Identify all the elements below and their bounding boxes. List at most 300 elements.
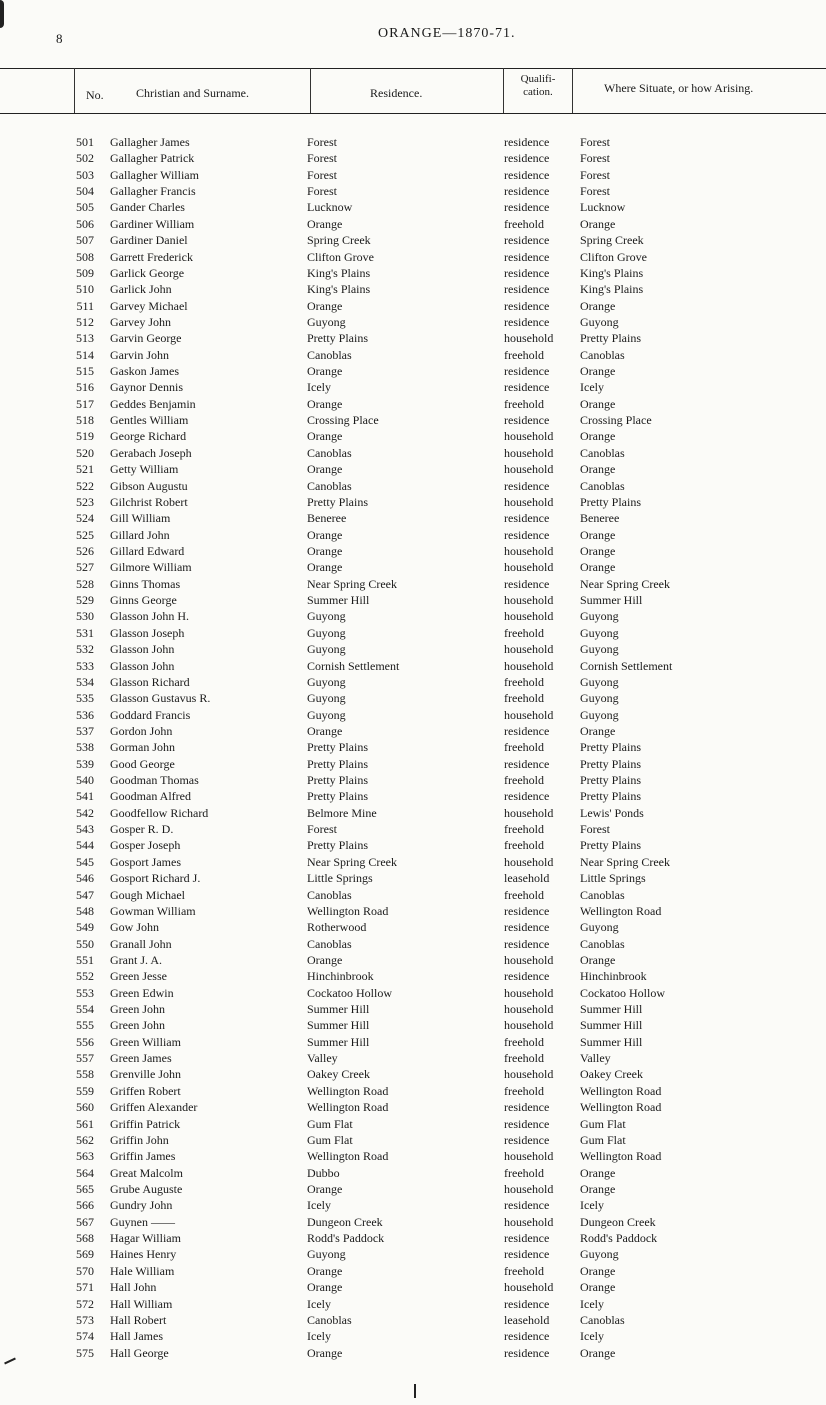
entry-name: Grenville John: [110, 1067, 181, 1082]
table-row: [0, 478, 826, 494]
entry-name: Gaynor Dennis: [110, 380, 183, 395]
entry-name: Hale William: [110, 1263, 175, 1278]
entry-qualification: freehold: [504, 740, 544, 755]
entry-where-situate: Guyong: [580, 691, 619, 706]
entry-residence: Pretty Plains: [307, 331, 369, 346]
entry-number: 575: [76, 1345, 94, 1360]
entry-residence: Forest: [307, 822, 337, 837]
entry-where-situate: Guyong: [580, 674, 619, 689]
entry-qualification: residence: [504, 511, 550, 526]
table-row: [0, 199, 826, 215]
entry-name: Gentles William: [110, 413, 189, 428]
column-divider: [572, 68, 573, 113]
entry-where-situate: Pretty Plains: [580, 740, 642, 755]
table-row: [0, 887, 826, 903]
table-row: [0, 1214, 826, 1230]
entry-residence: Gum Flat: [307, 1116, 353, 1131]
entry-where-situate: Guyong: [580, 707, 619, 722]
entry-residence: Spring Creek: [307, 233, 371, 248]
entry-qualification: residence: [504, 920, 550, 935]
entry-qualification: freehold: [504, 691, 544, 706]
table-row: [0, 330, 826, 346]
table-row: [0, 396, 826, 412]
entry-number: 571: [76, 1280, 94, 1295]
entry-where-situate: Lewis' Ponds: [580, 805, 644, 820]
table-row: [0, 608, 826, 624]
entry-qualification: residence: [504, 167, 550, 182]
entry-qualification: residence: [504, 1132, 550, 1147]
entry-qualification: household: [504, 985, 554, 1000]
entry-qualification: residence: [504, 314, 550, 329]
table-row: [0, 232, 826, 248]
entry-residence: Orange: [307, 527, 343, 542]
entry-name: Garrett Frederick: [110, 249, 193, 264]
table-row: [0, 854, 826, 870]
entry-residence: Guyong: [307, 1247, 346, 1262]
entry-residence: Summer Hill: [307, 1018, 370, 1033]
entry-where-situate: Orange: [580, 298, 616, 313]
page-title: ORANGE—1870-71.: [378, 26, 516, 41]
entry-qualification: household: [504, 331, 554, 346]
entry-qualification: residence: [504, 969, 550, 984]
entry-qualification: residence: [504, 249, 550, 264]
entry-number: 540: [76, 773, 94, 788]
table-row: [0, 527, 826, 543]
entry-where-situate: Forest: [580, 167, 610, 182]
entry-name: Gilmore William: [110, 560, 192, 575]
entry-name: Goodman Alfred: [110, 789, 191, 804]
entry-number: 508: [76, 249, 94, 264]
entry-name: Green James: [110, 1051, 172, 1066]
header-qualification-line2: cation.: [523, 86, 553, 98]
entry-number: 525: [76, 527, 94, 542]
entry-number: 563: [76, 1149, 94, 1164]
entry-where-situate: Pretty Plains: [580, 331, 642, 346]
entry-name: Gallagher Patrick: [110, 151, 195, 166]
entry-name: Gorman John: [110, 740, 175, 755]
header-no: No.: [86, 88, 104, 102]
entry-number: 549: [76, 920, 94, 935]
entry-residence: Hinchinbrook: [307, 969, 374, 984]
entry-number: 559: [76, 1083, 94, 1098]
entry-residence: Pretty Plains: [307, 838, 369, 853]
entry-qualification: freehold: [504, 396, 544, 411]
entry-number: 560: [76, 1100, 94, 1115]
table-row: [0, 1230, 826, 1246]
entry-name: Glasson Gustavus R.: [110, 691, 211, 706]
entry-residence: Canoblas: [307, 347, 352, 362]
entry-residence: Pretty Plains: [307, 789, 369, 804]
entry-qualification: freehold: [504, 674, 544, 689]
entry-qualification: residence: [504, 135, 550, 149]
entry-where-situate: King's Plains: [580, 265, 644, 280]
entry-name: Gosport James: [110, 854, 181, 869]
entry-residence: Orange: [307, 364, 343, 379]
entry-where-situate: Pretty Plains: [580, 756, 642, 771]
table-row: [0, 936, 826, 952]
entry-residence: Little Springs: [307, 871, 373, 886]
entry-qualification: residence: [504, 1198, 550, 1213]
entry-number: 510: [76, 282, 94, 297]
entry-qualification: freehold: [504, 1051, 544, 1066]
column-divider: [74, 68, 75, 113]
entry-name: Griffin Patrick: [110, 1116, 181, 1131]
entry-residence: Near Spring Creek: [307, 854, 397, 869]
entry-number: 568: [76, 1231, 94, 1246]
entry-name: Green John: [110, 1002, 165, 1017]
entry-where-situate: Crossing Place: [580, 413, 652, 428]
entry-where-situate: Pretty Plains: [580, 789, 642, 804]
table-row: [0, 805, 826, 821]
entry-residence: Oakey Creek: [307, 1067, 370, 1082]
table-row: [0, 1197, 826, 1213]
entry-number: 530: [76, 609, 94, 624]
entry-name: Gosper Joseph: [110, 838, 181, 853]
entry-number: 515: [76, 364, 94, 379]
entry-residence: Orange: [307, 560, 343, 575]
entry-where-situate: Beneree: [580, 511, 620, 526]
entry-where-situate: Cornish Settlement: [580, 658, 673, 673]
entry-qualification: household: [504, 642, 554, 657]
entry-residence: Cornish Settlement: [307, 658, 400, 673]
entry-number: 526: [76, 543, 94, 558]
entry-residence: Orange: [307, 1280, 343, 1295]
entry-residence: Canoblas: [307, 445, 352, 460]
entry-residence: Canoblas: [307, 478, 352, 493]
entry-qualification: residence: [504, 1100, 550, 1115]
table-row: [0, 1328, 826, 1344]
entry-name: Gordon John: [110, 723, 173, 738]
table-row: [0, 494, 826, 510]
entry-name: Gardiner William: [110, 216, 195, 231]
entry-residence: Rotherwood: [307, 920, 367, 935]
entry-number: 546: [76, 871, 94, 886]
entry-where-situate: Forest: [580, 822, 610, 837]
entry-residence: Forest: [307, 151, 337, 166]
table-row: [0, 658, 826, 674]
header-where: Where Situate, or how Arising.: [604, 81, 754, 95]
table-row: [0, 1279, 826, 1295]
table-row: [0, 216, 826, 232]
entry-where-situate: Guyong: [580, 609, 619, 624]
entry-qualification: household: [504, 1018, 554, 1033]
table-row: [0, 592, 826, 608]
entry-residence: Lucknow: [307, 200, 353, 215]
table-row: [0, 543, 826, 559]
entry-number: 522: [76, 478, 94, 493]
header-bottom-rule: [0, 113, 826, 114]
entry-number: 529: [76, 593, 94, 608]
entry-qualification: leasehold: [504, 1312, 550, 1327]
entry-where-situate: Guyong: [580, 625, 619, 640]
entry-qualification: household: [504, 805, 554, 820]
entry-name: Hall Robert: [110, 1312, 167, 1327]
entry-name: Griffen Robert: [110, 1083, 181, 1098]
entry-name: Griffin John: [110, 1132, 169, 1147]
entry-number: 514: [76, 347, 94, 362]
entry-qualification: household: [504, 609, 554, 624]
entry-residence: Rodd's Paddock: [307, 1231, 385, 1246]
entry-qualification: leasehold: [504, 871, 550, 886]
entry-qualification: residence: [504, 1116, 550, 1131]
entry-name: Hall William: [110, 1296, 173, 1311]
entry-residence: Icely: [307, 1329, 331, 1344]
table-row: [0, 1246, 826, 1262]
entry-name: Glasson Joseph: [110, 625, 185, 640]
entry-residence: Orange: [307, 298, 343, 313]
entry-where-situate: Summer Hill: [580, 593, 643, 608]
entry-number: 528: [76, 576, 94, 591]
table-row: [0, 298, 826, 314]
entry-name: Gibson Augustu: [110, 478, 188, 493]
column-divider: [310, 68, 311, 113]
entry-qualification: residence: [504, 1247, 550, 1262]
table-row: [0, 559, 826, 575]
entry-name: Glasson Richard: [110, 674, 190, 689]
entry-number: 501: [76, 135, 94, 149]
entry-name: Goddard Francis: [110, 707, 191, 722]
entry-where-situate: Near Spring Creek: [580, 576, 670, 591]
table-row: [0, 576, 826, 592]
entry-qualification: residence: [504, 789, 550, 804]
entry-qualification: residence: [504, 200, 550, 215]
header-residence: Residence.: [370, 86, 423, 100]
entry-name: Garvin George: [110, 331, 182, 346]
entry-number: 521: [76, 462, 94, 477]
entry-number: 553: [76, 985, 94, 1000]
entry-qualification: household: [504, 445, 554, 460]
entry-residence: Forest: [307, 184, 337, 199]
entry-residence: Orange: [307, 952, 343, 967]
entry-residence: Guyong: [307, 625, 346, 640]
table-row: [0, 870, 826, 886]
entry-qualification: freehold: [504, 838, 544, 853]
entry-where-situate: Orange: [580, 429, 616, 444]
entry-name: Green William: [110, 1034, 181, 1049]
entry-qualification: freehold: [504, 1263, 544, 1278]
entry-qualification: household: [504, 429, 554, 444]
register-table: [0, 134, 826, 1361]
entry-name: Getty William: [110, 462, 179, 477]
entry-residence: Guyong: [307, 609, 346, 624]
entry-number: 512: [76, 314, 94, 329]
entry-where-situate: Clifton Grove: [580, 249, 647, 264]
header-qualification-line1: Qualifi-: [520, 73, 556, 85]
entry-residence: Wellington Road: [307, 1100, 389, 1115]
entry-name: Gundry John: [110, 1198, 173, 1213]
entry-where-situate: Orange: [580, 216, 616, 231]
header-top-rule: [0, 68, 826, 69]
entry-where-situate: Icely: [580, 1329, 604, 1344]
entry-number: 518: [76, 413, 94, 428]
entry-where-situate: Guyong: [580, 1247, 619, 1262]
entry-residence: Pretty Plains: [307, 494, 369, 509]
entry-name: Gillard John: [110, 527, 170, 542]
entry-name: Gerabach Joseph: [110, 445, 192, 460]
table-row: [0, 1312, 826, 1328]
stray-mark: [414, 1384, 416, 1398]
table-row: [0, 1083, 826, 1099]
entry-qualification: household: [504, 854, 554, 869]
entry-qualification: residence: [504, 723, 550, 738]
entry-where-situate: Gum Flat: [580, 1132, 626, 1147]
entry-name: Hagar William: [110, 1231, 181, 1246]
entry-where-situate: Valley: [580, 1051, 611, 1066]
entry-number: 516: [76, 380, 94, 395]
entry-name: Grube Auguste: [110, 1182, 183, 1196]
entry-name: Glasson John: [110, 658, 175, 673]
entry-residence: Dubbo: [307, 1165, 340, 1180]
entry-name: Gosper R. D.: [110, 822, 174, 837]
page-number: 8: [56, 31, 63, 46]
entry-residence: Summer Hill: [307, 593, 370, 608]
entry-number: 573: [76, 1312, 94, 1327]
entry-number: 555: [76, 1018, 94, 1033]
entry-name: Hall George: [110, 1345, 169, 1360]
entry-where-situate: Canoblas: [580, 445, 625, 460]
table-row: [0, 265, 826, 281]
table-row: [0, 674, 826, 690]
entry-residence: Pretty Plains: [307, 756, 369, 771]
entry-where-situate: Forest: [580, 184, 610, 199]
table-row: [0, 919, 826, 935]
entry-residence: Icely: [307, 1296, 331, 1311]
entry-residence: Guyong: [307, 691, 346, 706]
entry-number: 554: [76, 1002, 94, 1017]
entry-where-situate: Orange: [580, 560, 616, 575]
entry-number: 527: [76, 560, 94, 575]
entry-where-situate: Orange: [580, 527, 616, 542]
entry-name: Granall John: [110, 936, 172, 951]
entry-residence: Forest: [307, 135, 337, 149]
entry-qualification: residence: [504, 298, 550, 313]
entry-name: Gowman William: [110, 903, 196, 918]
entry-name: Good George: [110, 756, 175, 771]
entry-number: 552: [76, 969, 94, 984]
entry-number: 523: [76, 494, 94, 509]
entry-where-situate: Icely: [580, 1198, 604, 1213]
table-row: [0, 510, 826, 526]
entry-number: 537: [76, 723, 94, 738]
entry-number: 504: [76, 184, 94, 199]
entry-where-situate: Pretty Plains: [580, 773, 642, 788]
entry-number: 570: [76, 1263, 94, 1278]
entry-number: 548: [76, 903, 94, 918]
entry-where-situate: Canoblas: [580, 478, 625, 493]
entry-residence: Orange: [307, 723, 343, 738]
entry-number: 547: [76, 887, 94, 902]
table-row: [0, 1099, 826, 1115]
entry-where-situate: Orange: [580, 1165, 616, 1180]
table-row: [0, 952, 826, 968]
entry-residence: Guyong: [307, 314, 346, 329]
table-row: [0, 1034, 826, 1050]
table-row: [0, 445, 826, 461]
header-name: Christian and Surname.: [136, 86, 249, 100]
table-row: [0, 281, 826, 297]
entry-qualification: household: [504, 1002, 554, 1017]
table-row: [0, 412, 826, 428]
entry-where-situate: Orange: [580, 1345, 616, 1360]
table-row: [0, 739, 826, 755]
entry-qualification: household: [504, 707, 554, 722]
table-row: [0, 1263, 826, 1279]
entry-qualification: household: [504, 1182, 554, 1196]
entry-qualification: household: [504, 1067, 554, 1082]
entry-qualification: freehold: [504, 887, 544, 902]
entry-number: 566: [76, 1198, 94, 1213]
table-row: [0, 788, 826, 804]
entry-where-situate: Canoblas: [580, 936, 625, 951]
entry-number: 506: [76, 216, 94, 231]
entry-where-situate: Rodd's Paddock: [580, 1231, 658, 1246]
entry-number: 511: [76, 298, 94, 313]
entry-number: 533: [76, 658, 94, 673]
entry-qualification: residence: [504, 413, 550, 428]
table-row: [0, 363, 826, 379]
entry-name: Gallagher Francis: [110, 184, 196, 199]
entry-qualification: household: [504, 462, 554, 477]
table-row: [0, 150, 826, 166]
entry-name: Ginns George: [110, 593, 177, 608]
entry-residence: Orange: [307, 543, 343, 558]
entry-name: Gough Michael: [110, 887, 185, 902]
entry-qualification: household: [504, 1280, 554, 1295]
entry-residence: Valley: [307, 1051, 338, 1066]
entry-qualification: freehold: [504, 822, 544, 837]
entry-number: 509: [76, 265, 94, 280]
entry-residence: Gum Flat: [307, 1132, 353, 1147]
entry-residence: Summer Hill: [307, 1034, 370, 1049]
entry-where-situate: Orange: [580, 364, 616, 379]
entry-number: 503: [76, 167, 94, 182]
entry-residence: Orange: [307, 1345, 343, 1360]
entry-name: Glasson John H.: [110, 609, 190, 624]
table-row: [0, 314, 826, 330]
entry-qualification: residence: [504, 1296, 550, 1311]
column-divider: [503, 68, 504, 113]
entry-name: Goodman Thomas: [110, 773, 199, 788]
entry-qualification: residence: [504, 478, 550, 493]
entry-name: Gillard Edward: [110, 543, 185, 558]
entry-where-situate: Gum Flat: [580, 1116, 626, 1131]
entry-residence: Wellington Road: [307, 903, 389, 918]
entry-qualification: freehold: [504, 1034, 544, 1049]
entry-name: Geddes Benjamin: [110, 396, 196, 411]
table-row: [0, 428, 826, 444]
entry-qualification: household: [504, 560, 554, 575]
entry-number: 572: [76, 1296, 94, 1311]
entry-qualification: freehold: [504, 347, 544, 362]
entry-name: Goodfellow Richard: [110, 805, 209, 820]
entry-residence: Wellington Road: [307, 1083, 389, 1098]
entry-residence: Pretty Plains: [307, 740, 369, 755]
entry-name: Gardiner Daniel: [110, 233, 188, 248]
entry-name: Gilchrist Robert: [110, 494, 188, 509]
entry-qualification: residence: [504, 1231, 550, 1246]
entry-number: 532: [76, 642, 94, 657]
entry-qualification: residence: [504, 233, 550, 248]
entry-residence: Beneree: [307, 511, 347, 526]
entry-qualification: residence: [504, 527, 550, 542]
entry-where-situate: Orange: [580, 543, 616, 558]
entry-where-situate: Guyong: [580, 642, 619, 657]
entry-number: 558: [76, 1067, 94, 1082]
entry-name: Green Jesse: [110, 969, 167, 984]
entry-residence: Canoblas: [307, 936, 352, 951]
header-qualification: [508, 73, 568, 99]
entry-qualification: residence: [504, 1345, 550, 1360]
